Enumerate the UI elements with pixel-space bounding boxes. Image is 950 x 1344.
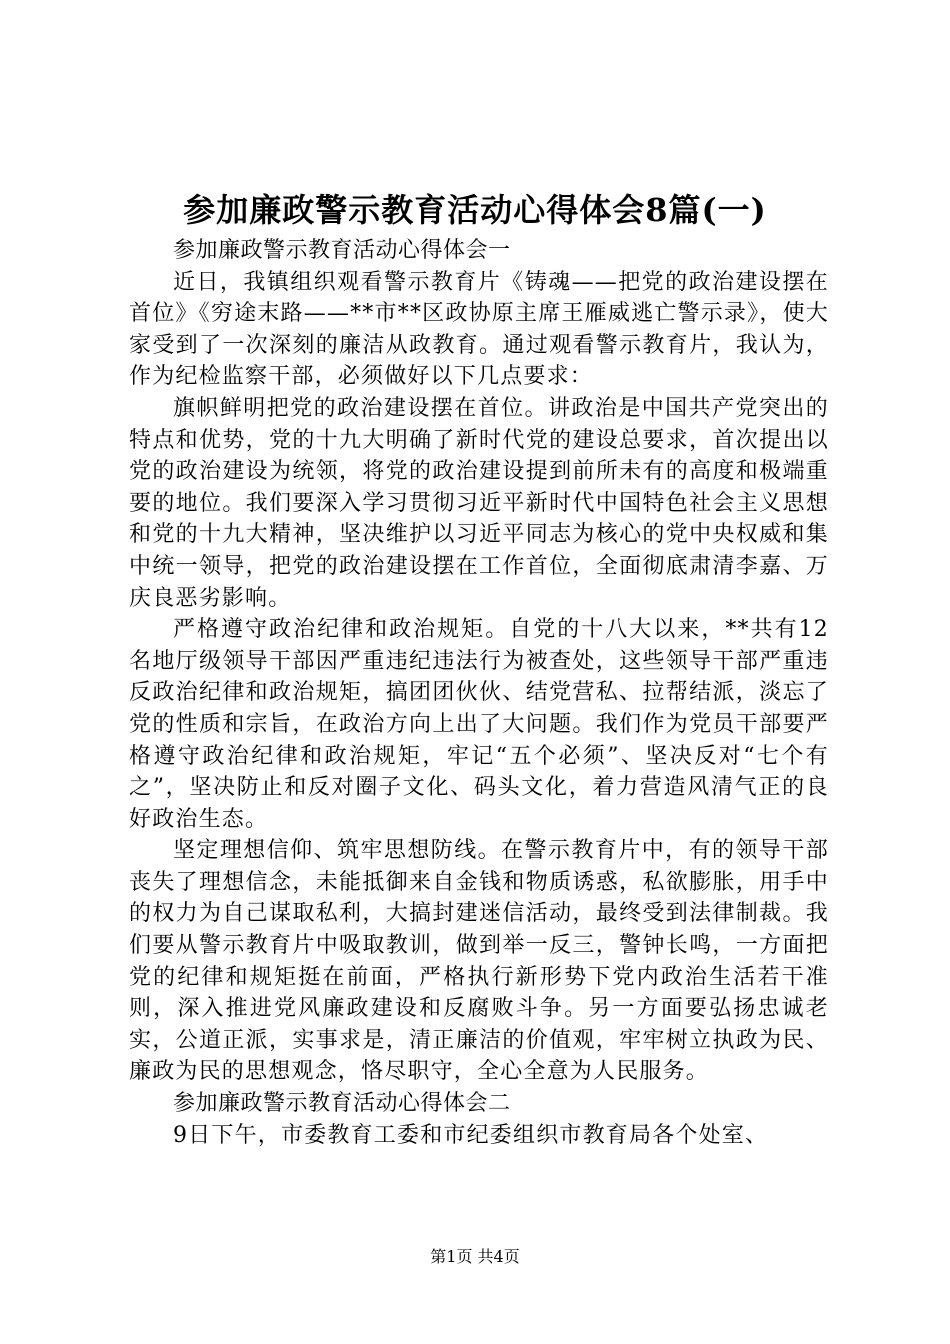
- section-heading-2: 参加廉政警示教育活动心得体会二: [173, 1091, 511, 1117]
- paragraph-5: 9日下午，市委教育工委和市纪委组织市教育局各个处室、: [173, 1122, 769, 1148]
- document-body: [129, 235, 829, 1151]
- paragraph-3: 严格遵守政治纪律和政治规矩。自党的十八大以来，**共有12名地厅级领导干部因严重违纪违法行为被查处，这些领导干部严重违反政治纪律和政治规矩，搞团团伙伙、结党营私、拉帮结派，淡忘了党的性质和宗旨，在政治方向上出了大问题。我们作为党员干部要严格遵守政治纪律和政治规矩，牢记“五个必须”、坚决反对“七个有之”，坚决防止和反对圈子文化、码头文化，着力营造风清气正的良好政治生态。: [129, 617, 829, 832]
- paragraph-4: 坚定理想信仰、筑牢思想防线。在警示教育片中，有的领导干部丧失了理想信念，未能抵御来自金钱和物质诱惑，私欲膨胀，用手中的权力为自己谋取私利，大搞封建迷信活动，最终受到法律制裁。我们要从警示教育片中吸取教训，做到举一反三，警钟长鸣，一方面把党的纪律和规矩挺在前面，严格执行新形势下党内政治生活若干准则，深入推进党风廉政建设和反腐败斗争。另一方面要弘扬忠诚老实，公道正派，实事求是，清正廉洁的价值观，牢牢树立执政为民、廉政为民的思想观念，恪尽职守，全心全意为人民服务。: [129, 838, 829, 1085]
- paragraph-2: 旗帜鲜明把党的政治建设摆在首位。讲政治是中国共产党突出的特点和优势，党的十九大明确了新时代党的建设总要求，首次提出以党的政治建设为统领，将党的政治建设提到前所未有的高度和极端重要的地位。我们要深入学习贯彻习近平新时代中国特色社会主义思想和党的十九大精神，坚决维护以习近平同志为核心的党中央权威和集中统一领导，把党的政治建设摆在工作首位，全面彻底肃清李嘉、万庆良恶劣影响。: [129, 395, 829, 611]
- page-footer: 第1页 共4页: [430, 1247, 520, 1266]
- paragraph-1: 近日，我镇组织观看警示教育片《铸魂——把党的政治建设摆在首位》《穷途末路——**市**区政协原主席王雁威逃亡警示录》，使大家受到了一次深刻的廉洁从政教育。通过观看警示教育片，我认为，作为纪检监察干部，必须做好以下几点要求：: [129, 269, 829, 390]
- document-title: 参加廉政警示教育活动心得体会8篇(一): [183, 191, 767, 229]
- section-heading-1: 参加廉政警示教育活动心得体会一: [173, 238, 511, 263]
